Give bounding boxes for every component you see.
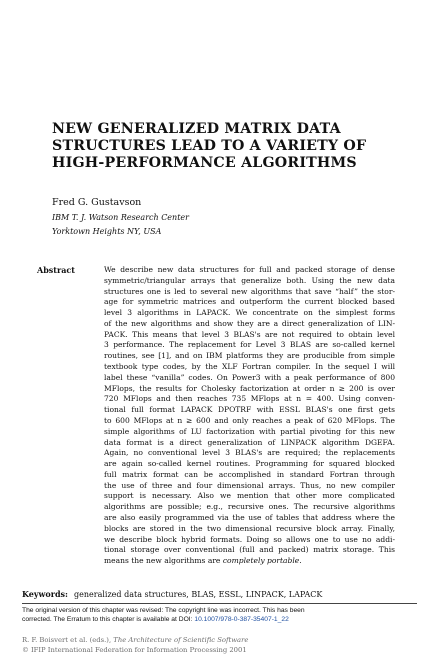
erratum-doi-link[interactable]: 10.1007/978-0-387-35407-1_22 bbox=[194, 615, 289, 623]
abstract-line: 720 MFlops and then reaches 735 MFlops at n = 400. Using conven- bbox=[104, 394, 395, 404]
abstract-line: textbook type codes, by the XLF Fortran compiler. In the sequel I will bbox=[104, 362, 395, 372]
abstract-line: blocks are stored in the two dimensional recursive block array. Finally, bbox=[104, 523, 395, 533]
affiliation-line: IBM T. J. Watson Research Center bbox=[52, 213, 189, 222]
abstract-line: are again so-called kernel routines. Programming for squared blocked bbox=[104, 459, 395, 469]
abstract-line: PACK. This means that level 3 BLAS's are not required to obtain level bbox=[104, 329, 395, 339]
abstract-last-line-prefix: means the new algorithms are bbox=[104, 556, 223, 566]
abstract-line: we describe block hybrid formats. Doing so allows one to use no addi- bbox=[104, 534, 395, 544]
abstract-line: to 600 MFlops at n ≥ 600 and only reaches a peak of 620 MFlops. The bbox=[104, 415, 395, 425]
title-line: NEW GENERALIZED MATRIX DATA bbox=[52, 121, 341, 137]
keywords-text: generalized data structures, BLAS, ESSL, LINPACK, LAPACK bbox=[74, 590, 323, 599]
abstract-line: simple algorithms of LU factorization with partial pivoting for this new bbox=[104, 426, 395, 436]
abstract-line: MFlops, the results for Cholesky factorization at order n ≥ 200 is over bbox=[104, 383, 395, 393]
title-line: STRUCTURES LEAD TO A VARIETY OF bbox=[52, 138, 367, 154]
abstract-line: tional full format LAPACK DPOTRF with ESSL BLAS's one first gets bbox=[104, 405, 395, 415]
abstract-last-line bbox=[104, 556, 395, 567]
title-line: HIGH-PERFORMANCE ALGORITHMS bbox=[52, 155, 357, 171]
footer-book-title: The Architecture of Scientific Software bbox=[113, 636, 249, 644]
abstract-line: of the new algorithms and show they are a direct generalization of LIN- bbox=[104, 318, 395, 328]
affiliation-line: Yorktown Heights NY, USA bbox=[52, 226, 162, 236]
abstract-line: routines, see [1], and on IBM platforms they are producible from simple bbox=[104, 351, 395, 361]
footer-citation-prefix: R. F. Boisvert et al. (eds.), bbox=[22, 636, 114, 644]
abstract-line: symmetric/triangular arrays that generalize both. Using the new data bbox=[104, 275, 395, 285]
erratum-line-1: The original version of this chapter was revised: The copyright line was incorrect. This has been bbox=[22, 607, 305, 614]
abstract-line: structures one is led to several new algorithms that save “half” the stor- bbox=[104, 286, 395, 296]
page-footer bbox=[22, 636, 248, 655]
erratum-note bbox=[22, 607, 417, 624]
abstract-line: are also easily programmed via the use of tables that address where the bbox=[104, 512, 395, 522]
abstract-line: data format is a direct generalization of LINPACK algorithm DGEFA. bbox=[104, 437, 395, 447]
abstract-line: age for symmetric matrices and outperform the current blocked based bbox=[104, 297, 395, 307]
abstract-line: 3 performance. The replacement for Level 3 BLAS are so-called kernel bbox=[104, 340, 395, 350]
keywords-line bbox=[22, 589, 322, 599]
abstract-last-line-suffix: . bbox=[299, 556, 302, 566]
erratum-line-2-text: corrected. The Erratum to this chapter is available at DOI: bbox=[22, 615, 195, 623]
abstract-body bbox=[104, 265, 395, 567]
abstract-line: Again, no conventional level 3 BLAS's are required; the replacements bbox=[104, 448, 395, 458]
author-affiliation bbox=[52, 211, 189, 238]
abstract-line: tional storage over conventional (full and packed) matrix storage. This bbox=[104, 545, 395, 555]
abstract-line: the use of three and four dimensional arrays. Thus, no new compiler bbox=[104, 480, 395, 490]
paper-title bbox=[52, 121, 392, 172]
abstract-line: label these “vanilla” codes. On Power3 with a peak performance of 800 bbox=[104, 372, 395, 382]
footer-copyright: © IFIP International Federation for Information Processing 2001 bbox=[22, 645, 247, 654]
footer-citation bbox=[22, 636, 248, 646]
author-name: Fred G. Gustavson bbox=[52, 197, 142, 208]
abstract-line: We describe new data structures for full and packed storage of dense bbox=[104, 265, 395, 274]
abstract-line: support is necessary. Also we mention that other more complicated bbox=[104, 491, 395, 501]
abstract-label: Abstract bbox=[37, 265, 75, 275]
abstract-line: full matrix format can be accomplished in standard Fortran through bbox=[104, 469, 395, 479]
footnote-divider bbox=[22, 603, 417, 604]
erratum-line-2 bbox=[22, 616, 417, 625]
keywords-label: Keywords: bbox=[22, 589, 69, 599]
abstract-emphasis: completely portable bbox=[222, 556, 300, 566]
abstract-line: algorithms are possible; e.g., recursive ones. The recursive algorithms bbox=[104, 502, 395, 512]
abstract-line: level 3 algorithms in LAPACK. We concentrate on the simplest forms bbox=[104, 308, 395, 318]
